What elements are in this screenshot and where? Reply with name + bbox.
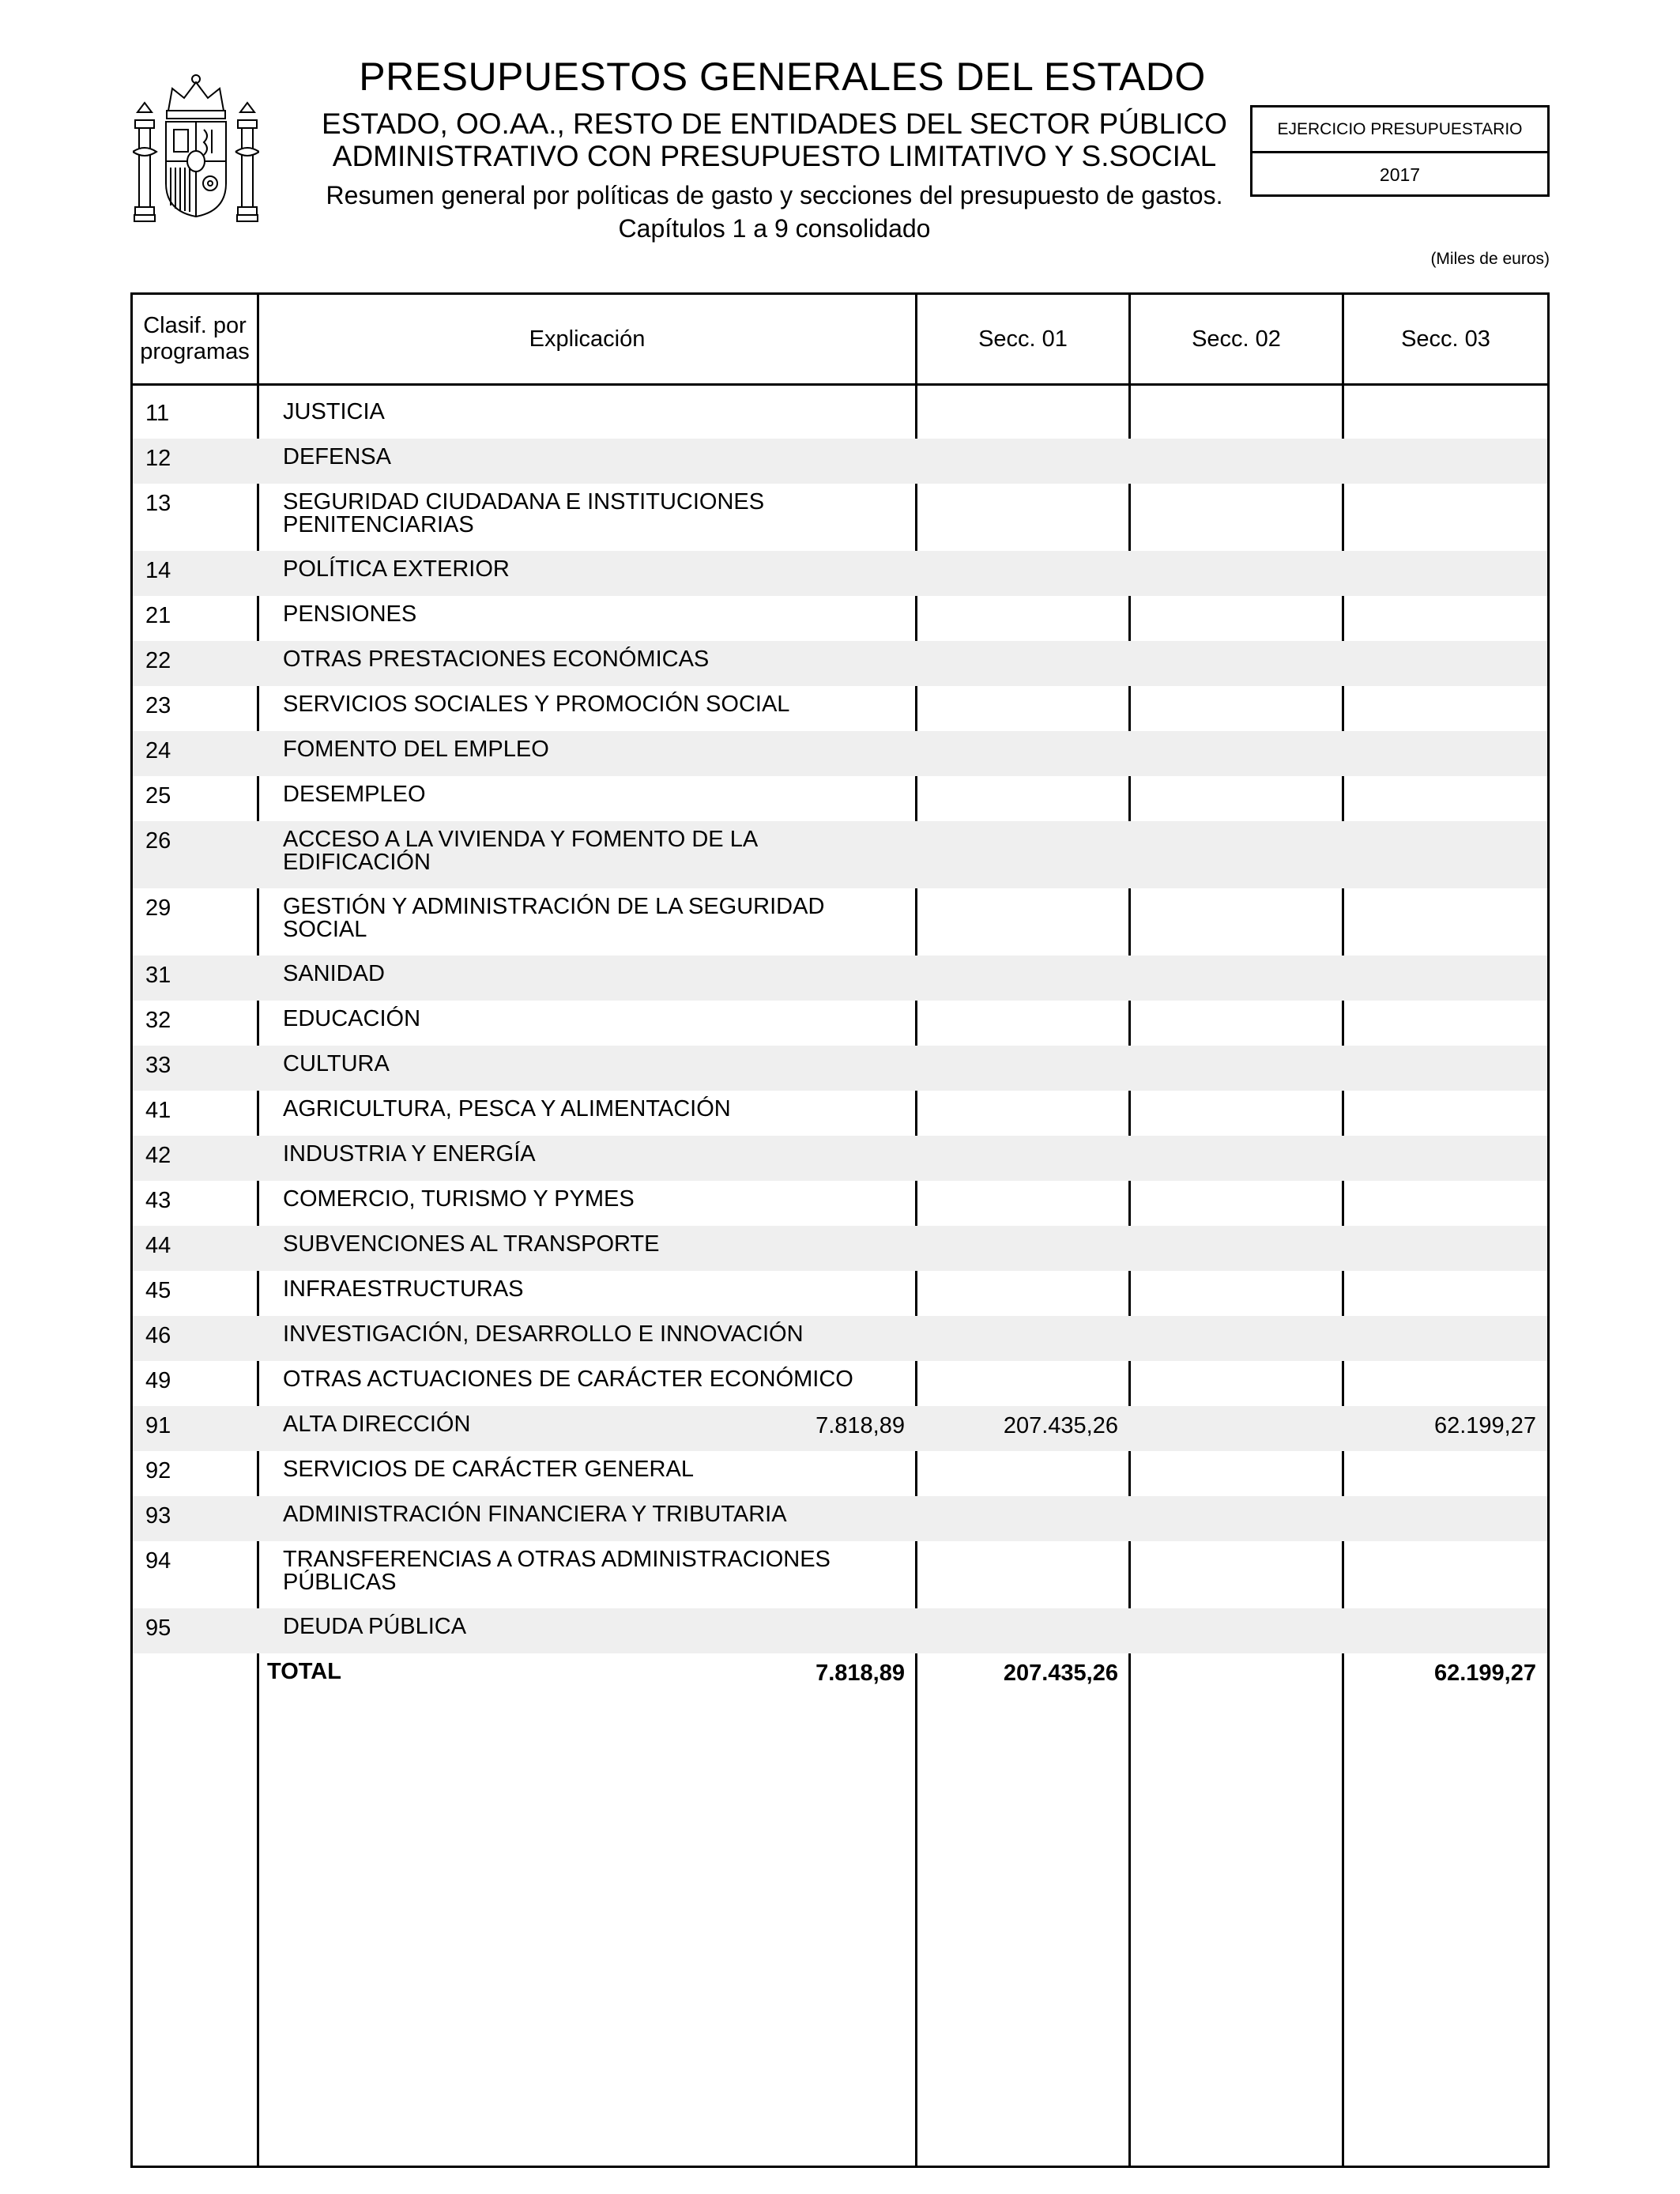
spain-coat-of-arms-icon: [133, 73, 259, 231]
row-description: INFRAESTRUCTURAS: [283, 1276, 524, 1302]
table-row: [133, 596, 1547, 641]
row-description: POLÍTICA EXTERIOR: [283, 556, 510, 582]
document-description: [284, 179, 1264, 245]
table-row: [133, 1001, 1547, 1046]
table-row: [133, 1271, 1547, 1316]
table-row: [133, 821, 1547, 888]
table-row: [133, 1406, 1547, 1451]
total-secc-03: 62.199,27: [1433, 1661, 1536, 1686]
row-description: INDUSTRIA Y ENERGÍA: [283, 1141, 536, 1167]
row-secc-02: 207.435,26: [1003, 1413, 1118, 1438]
total-row: [133, 1653, 1547, 1698]
row-code: 44: [145, 1233, 171, 1258]
row-description: OTRAS PRESTACIONES ECONÓMICAS: [283, 647, 710, 672]
row-code: 22: [145, 648, 171, 673]
row-code: 93: [145, 1503, 171, 1529]
table-row: [133, 956, 1547, 1001]
row-secc-01: 7.818,89: [816, 1413, 905, 1438]
row-description: AGRICULTURA, PESCA Y ALIMENTACIÓN: [283, 1096, 731, 1122]
row-code: 45: [145, 1278, 171, 1303]
exercise-label: EJERCICIO PRESUPUESTARIO: [1252, 107, 1547, 153]
row-secc-03: 62.199,27: [1433, 1413, 1536, 1438]
description-line-2: Capítulos 1 a 9 consolidado: [618, 214, 931, 243]
row-code: 91: [145, 1413, 171, 1438]
row-description: DESEMPLEO: [283, 782, 426, 807]
row-description: SANIDAD: [283, 961, 385, 986]
row-code: 95: [145, 1615, 171, 1641]
table-row: [133, 1361, 1547, 1406]
table-row: [133, 1091, 1547, 1136]
row-code: 14: [145, 558, 171, 583]
row-code: 26: [145, 828, 171, 854]
row-code: 24: [145, 738, 171, 763]
row-code: 41: [145, 1098, 171, 1123]
header-code: Clasif. por programas: [140, 313, 250, 364]
table-row: [133, 394, 1547, 439]
table-row: [133, 731, 1547, 776]
row-code: 12: [145, 446, 171, 471]
row-code: 92: [145, 1458, 171, 1483]
row-code: 42: [145, 1143, 171, 1168]
total-label: TOTAL: [267, 1659, 341, 1684]
table-row: [133, 1451, 1547, 1496]
row-code: 25: [145, 783, 171, 809]
row-code: 23: [145, 693, 171, 718]
exercise-year: 2017: [1379, 164, 1421, 185]
row-code: 33: [145, 1053, 171, 1078]
description-line-1: Resumen general por políticas de gasto y secciones del presupuesto de gastos.: [326, 181, 1223, 209]
row-description: ADMINISTRACIÓN FINANCIERA Y TRIBUTARIA: [283, 1502, 787, 1527]
header-separator: [133, 383, 1547, 386]
row-description: SERVICIOS SOCIALES Y PROMOCIÓN SOCIAL: [283, 692, 790, 717]
table-row: [133, 1181, 1547, 1226]
table-row: [133, 439, 1547, 484]
row-description: EDUCACIÓN: [283, 1006, 421, 1031]
table-row: [133, 888, 1547, 956]
table-body: [133, 394, 1547, 1698]
table-row: [133, 686, 1547, 731]
row-description: GESTIÓN Y ADMINISTRACIÓN DE LA SEGURIDAD SOCIAL: [283, 894, 825, 942]
row-code: 32: [145, 1008, 171, 1033]
row-description: ACCESO A LA VIVIENDA Y FOMENTO DE LA EDIFICACIÓN: [283, 827, 757, 875]
document-subtitle: [300, 107, 1249, 172]
document-title: PRESUPUESTOS GENERALES DEL ESTADO: [359, 55, 1206, 99]
header-secc-01: Secc. 01: [978, 326, 1068, 352]
header-secc-02: Secc. 02: [1192, 326, 1281, 352]
row-description: JUSTICIA: [283, 399, 385, 424]
row-description: SEGURIDAD CIUDADANA E INSTITUCIONES PENITENCIARIAS: [283, 489, 765, 537]
row-description: INVESTIGACIÓN, DESARROLLO E INNOVACIÓN: [283, 1321, 804, 1347]
row-code: 46: [145, 1323, 171, 1348]
row-code: 31: [145, 963, 171, 988]
row-description: COMERCIO, TURISMO Y PYMES: [283, 1186, 635, 1212]
row-description: TRANSFERENCIAS A OTRAS ADMINISTRACIONES PÚBLICAS: [283, 1547, 831, 1595]
total-secc-01: 7.818,89: [816, 1661, 905, 1686]
table-row: [133, 1046, 1547, 1091]
row-description: ALTA DIRECCIÓN: [283, 1412, 471, 1437]
table-row: [133, 1541, 1547, 1608]
table-row: [133, 1226, 1547, 1271]
row-code: 11: [145, 401, 170, 426]
row-description: SERVICIOS DE CARÁCTER GENERAL: [283, 1457, 694, 1482]
table-row: [133, 641, 1547, 686]
row-code: 21: [145, 603, 171, 628]
row-code: 49: [145, 1368, 171, 1393]
row-code: 94: [145, 1548, 171, 1574]
row-description: SUBVENCIONES AL TRANSPORTE: [283, 1231, 660, 1257]
row-description: DEFENSA: [283, 444, 391, 469]
subtitle-line-2: ADMINISTRATIVO CON PRESUPUESTO LIMITATIVO Y S.SOCIAL: [332, 140, 1217, 172]
subtitle-line-1: ESTADO, OO.AA., RESTO DE ENTIDADES DEL SECTOR PÚBLICO: [322, 107, 1227, 140]
row-code: 29: [145, 895, 171, 921]
header-secc-03: Secc. 03: [1401, 326, 1490, 352]
row-description: FOMENTO DEL EMPLEO: [283, 737, 549, 762]
table-row: [133, 1608, 1547, 1653]
row-description: DEUDA PÚBLICA: [283, 1614, 467, 1639]
table-row: [133, 1316, 1547, 1361]
row-code: 43: [145, 1188, 171, 1213]
budget-table: [130, 292, 1550, 2168]
table-row: [133, 551, 1547, 596]
table-row: [133, 1136, 1547, 1181]
header-description: Explicación: [529, 326, 646, 352]
exercise-box: [1250, 105, 1550, 197]
table-row: [133, 776, 1547, 821]
table-row: [133, 1496, 1547, 1541]
units-label: (Miles de euros): [1430, 250, 1550, 268]
table-row: [133, 484, 1547, 551]
row-description: OTRAS ACTUACIONES DE CARÁCTER ECONÓMICO: [283, 1367, 853, 1392]
row-description: CULTURA: [283, 1051, 390, 1076]
row-description: PENSIONES: [283, 601, 417, 627]
row-code: 13: [145, 491, 171, 516]
total-secc-02: 207.435,26: [1003, 1661, 1118, 1686]
